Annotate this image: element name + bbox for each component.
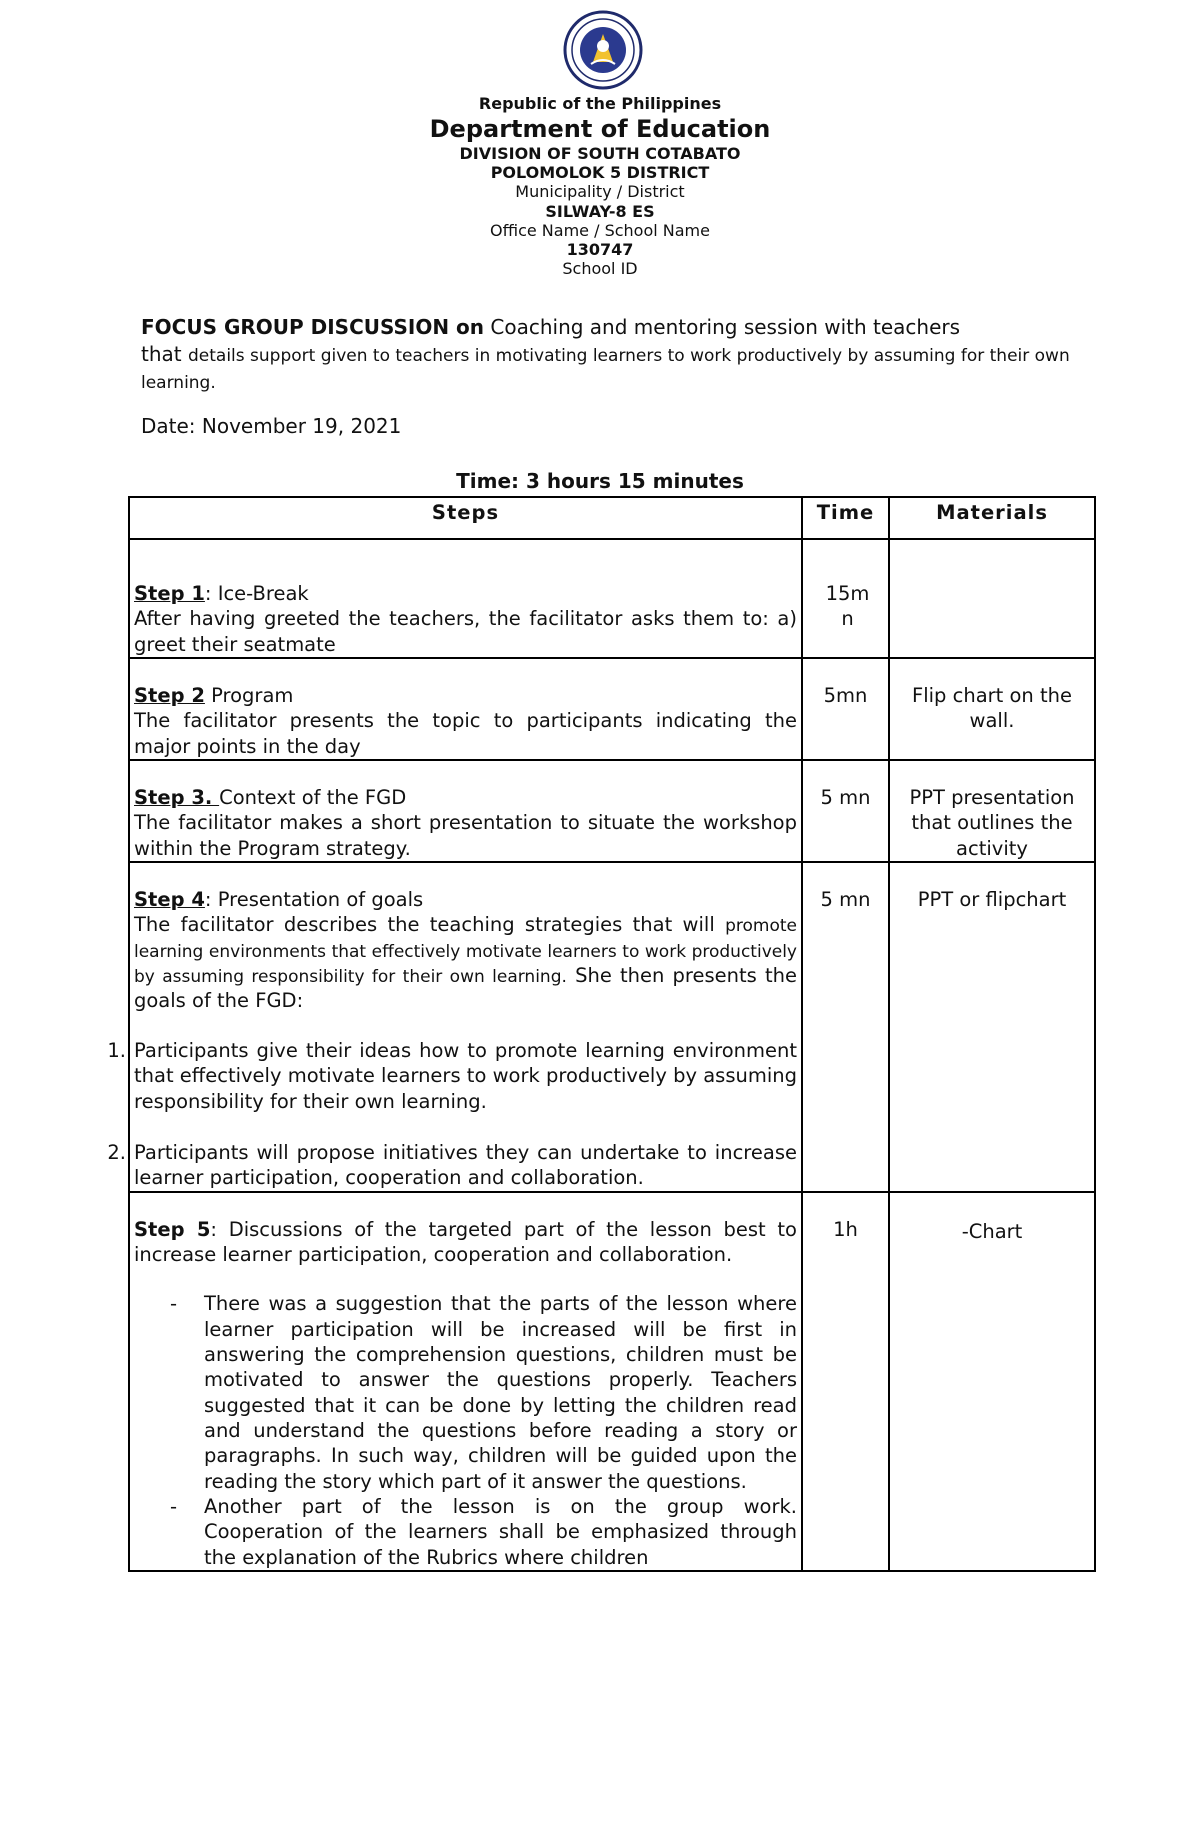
step3-materials: PPT presentation that outlines the activity (909, 786, 1075, 860)
district-line: POLOMOLOK 5 DISTRICT (490, 163, 710, 183)
bullet-1-dash: - (170, 1292, 178, 1316)
step2-body: The facilitator presents the topic to participants indicating the major points in the day (134, 709, 797, 758)
municipality-label: Municipality / District (515, 182, 685, 202)
step1-label: Step 1 (134, 582, 205, 605)
steps-header: Steps (129, 497, 802, 539)
step2-time-cell (802, 658, 889, 760)
step5-title: : Discussions of the targeted part of the lesson best to increase learner participation, cooperation and collaboration. (134, 1217, 797, 1266)
department-title: Department of Education (429, 115, 771, 144)
step5-time-cell (802, 1192, 889, 1571)
discussion-intro (141, 314, 1071, 395)
step1-materials (889, 539, 1095, 658)
step3-label: Step 3. (134, 786, 220, 810)
bullet-2-text: Another part of the lesson is on the group work. Cooperation of the learners shall be emphasized through the explanation of the Rubrics where children (204, 1494, 797, 1569)
step2-cell (129, 658, 802, 760)
table-row-step1 (129, 539, 1095, 658)
step3-time: 5 mn (820, 786, 871, 810)
step3-body: The facilitator makes a short presentation to situate the workshop within the Program strategy. (134, 811, 797, 860)
table-header-row (129, 497, 1095, 539)
school-name: SILWAY-8 ES (545, 201, 655, 221)
step4-materials: PPT or flipchart (917, 888, 1067, 912)
intro-lead: FOCUS GROUP DISCUSSION on (141, 315, 485, 339)
step4-body-small: promote learning environments that effectively motivate learners to work productively by assuming responsibility for their own learning. (134, 916, 797, 988)
step3-cell (129, 760, 802, 862)
letterhead (0, 94, 1200, 278)
step4-cell (107, 862, 802, 1191)
step5-time: 1h (833, 1217, 858, 1241)
time-header: Time (802, 497, 889, 539)
table-row-step3 (129, 760, 1095, 862)
intro-details: details support given to teachers in motivating learners to work productively by assuming for their own learning. (141, 346, 1070, 393)
step1-body: After having greeted the teachers, the facilitator asks them to: a) greet their seatmate (134, 607, 797, 656)
step4-time: 5 mn (820, 888, 871, 912)
step5-cell (129, 1192, 802, 1571)
school-id-label: School ID (562, 259, 638, 279)
step4-title: : Presentation of goals (204, 888, 424, 912)
total-time: Time: 3 hours 15 minutes (456, 469, 744, 493)
step4-time-cell (802, 862, 889, 1191)
step1-cell (129, 539, 802, 658)
goal-item-1-text: Participants give their ideas how to promote learning environment that effectively motivate learners to work productively by assuming responsibility for their own learning. (134, 1038, 797, 1113)
table-row-step2 (129, 658, 1095, 760)
step2-label: Step 2 (134, 684, 205, 708)
step3-materials-cell (889, 760, 1095, 862)
step4-body-2: She then presents the goals of the FGD: (134, 964, 797, 1013)
table-row-step4 (129, 862, 1095, 1191)
materials-header: Materials (889, 497, 1095, 539)
step2-title: Program (204, 684, 294, 708)
goal-item-2-number: 2. (107, 1140, 126, 1164)
step3-title: Context of the FGD (219, 786, 407, 810)
intro-topic: Coaching and mentoring session with teachers (484, 315, 961, 339)
step5-label: Step 5 (134, 1217, 211, 1241)
goal-item-2-text: Participants will propose initiatives they can undertake to increase learner participation, cooperation and collaboration. (134, 1140, 797, 1190)
bullet-2-dash: - (170, 1494, 178, 1518)
republic-line: Republic of the Philippines (478, 94, 722, 113)
step1-time: 15mn (825, 582, 870, 631)
step5-materials: -Chart (961, 1219, 1023, 1243)
table-row-step5 (129, 1192, 1095, 1571)
division-line: DIVISION OF SOUTH COTABATO (459, 143, 741, 163)
step5-materials-cell (889, 1192, 1095, 1571)
goal-item-1-number: 1. (107, 1038, 126, 1062)
step4-label: Step 4 (134, 888, 205, 912)
step5-bullet-2 (134, 1494, 797, 1570)
session-date: Date: November 19, 2021 (141, 414, 402, 438)
step5-bullet-1 (134, 1291, 797, 1494)
goal-item-1 (107, 1038, 797, 1114)
step2-materials: Flip chart on the wall. (911, 684, 1072, 733)
step4-body-1: The facilitator describes the teaching strategies that will (134, 913, 726, 937)
office-label: Office Name / School Name (490, 220, 710, 240)
step4-materials-cell (889, 862, 1095, 1191)
bullet-1-text: There was a suggestion that the parts of the lesson where learner participation will be increased will be first in answering the comprehension questions, children must be motivated to answer the questions properly. Teachers suggested that it can be done by letting the children read and understand the questions before reading a story or paragraphs. In such way, children will be guided upon the reading the story which part of it answer the questions. (204, 1292, 797, 1493)
goal-item-2 (107, 1140, 797, 1191)
step2-time: 5mn (823, 684, 868, 708)
step3-time-cell (802, 760, 889, 862)
intro-that: that (141, 342, 188, 366)
school-id: 130747 (566, 239, 634, 259)
step1-title: : Ice-Break (204, 582, 309, 605)
deped-seal-logo (563, 10, 643, 90)
session-plan-table (107, 496, 1096, 1572)
step2-materials-cell (889, 658, 1095, 760)
step1-time-cell (802, 539, 889, 658)
